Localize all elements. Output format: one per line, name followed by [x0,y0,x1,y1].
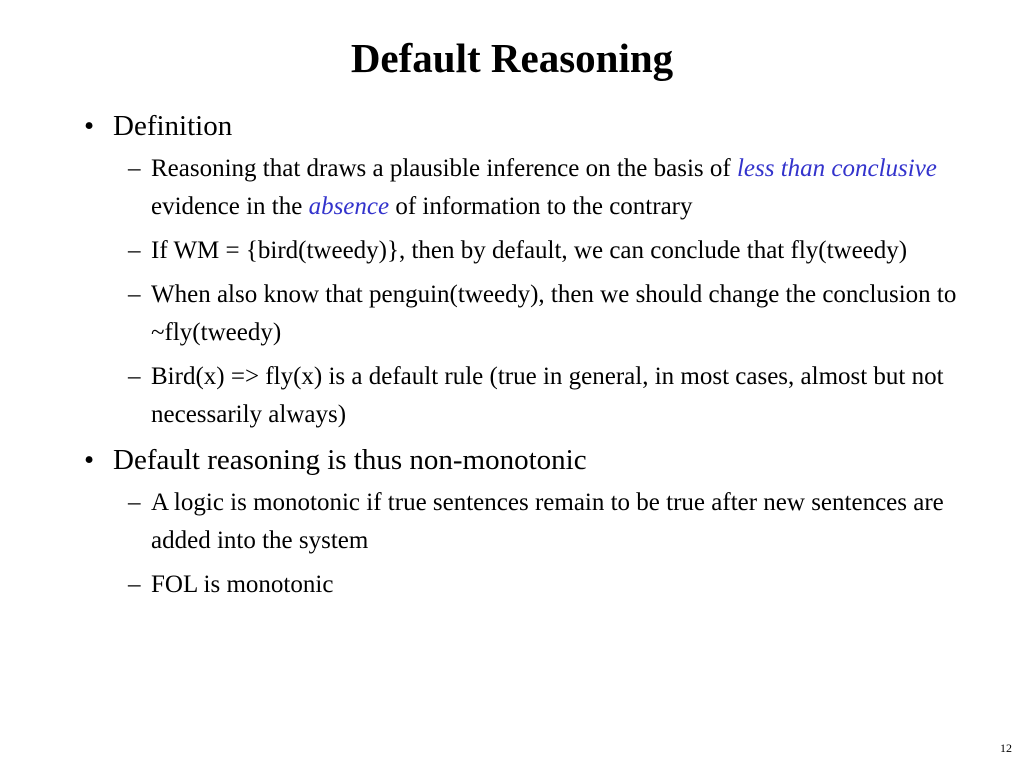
sub-bullet-monotonic-definition [128,484,984,560]
sub-bullet-default-rule [128,358,984,434]
sub-bullet-penguin-example [128,276,984,352]
sub-bullet-text-part: Reasoning that draws a plausible inference on the basis of [151,155,737,182]
dash-icon: – [128,281,141,308]
sub-bullet-text: A logic is monotonic if true sentences remain to be true after new sentences are added into the system [151,489,944,554]
slide-body [84,100,984,610]
bullet-icon: • [84,110,95,142]
dash-icon: – [128,363,141,390]
emphasis-absence: absence [308,193,390,220]
dash-icon: – [128,571,141,598]
sub-bullet-fol-monotonic [128,566,984,604]
page-number: 12 [1000,741,1012,755]
emphasis-less-than-conclusive: less than conclusive [736,155,937,182]
sub-bullet-text-part: of information to the contrary [389,193,693,220]
sub-bullet-text: If WM = {bird(tweedy)}, then by default, we can conclude that fly(tweedy) [151,237,908,264]
dash-icon: – [128,489,141,516]
bullet-text: Definition [113,110,233,142]
sub-bullet-text-part: evidence in the [151,193,309,220]
bullet-definition [84,106,984,147]
sub-bullet-text: Bird(x) => fly(x) is a default rule (true in general, in most cases, almost but not necessarily always) [151,363,944,428]
bullet-text: Default reasoning is thus non-monotonic [113,444,587,476]
sub-bullet-definition-text [128,150,984,226]
sub-bullet-text: FOL is monotonic [151,571,334,598]
dash-icon: – [128,237,141,264]
bullet-non-monotonic [84,440,984,481]
slide-title: Default Reasoning [350,35,674,81]
sub-bullet-text: When also know that penguin(tweedy), then we should change the conclusion to ~fly(tweedy) [151,281,957,346]
dash-icon: – [128,155,141,182]
sub-bullet-wm-example [128,232,984,270]
bullet-icon: • [84,444,95,476]
